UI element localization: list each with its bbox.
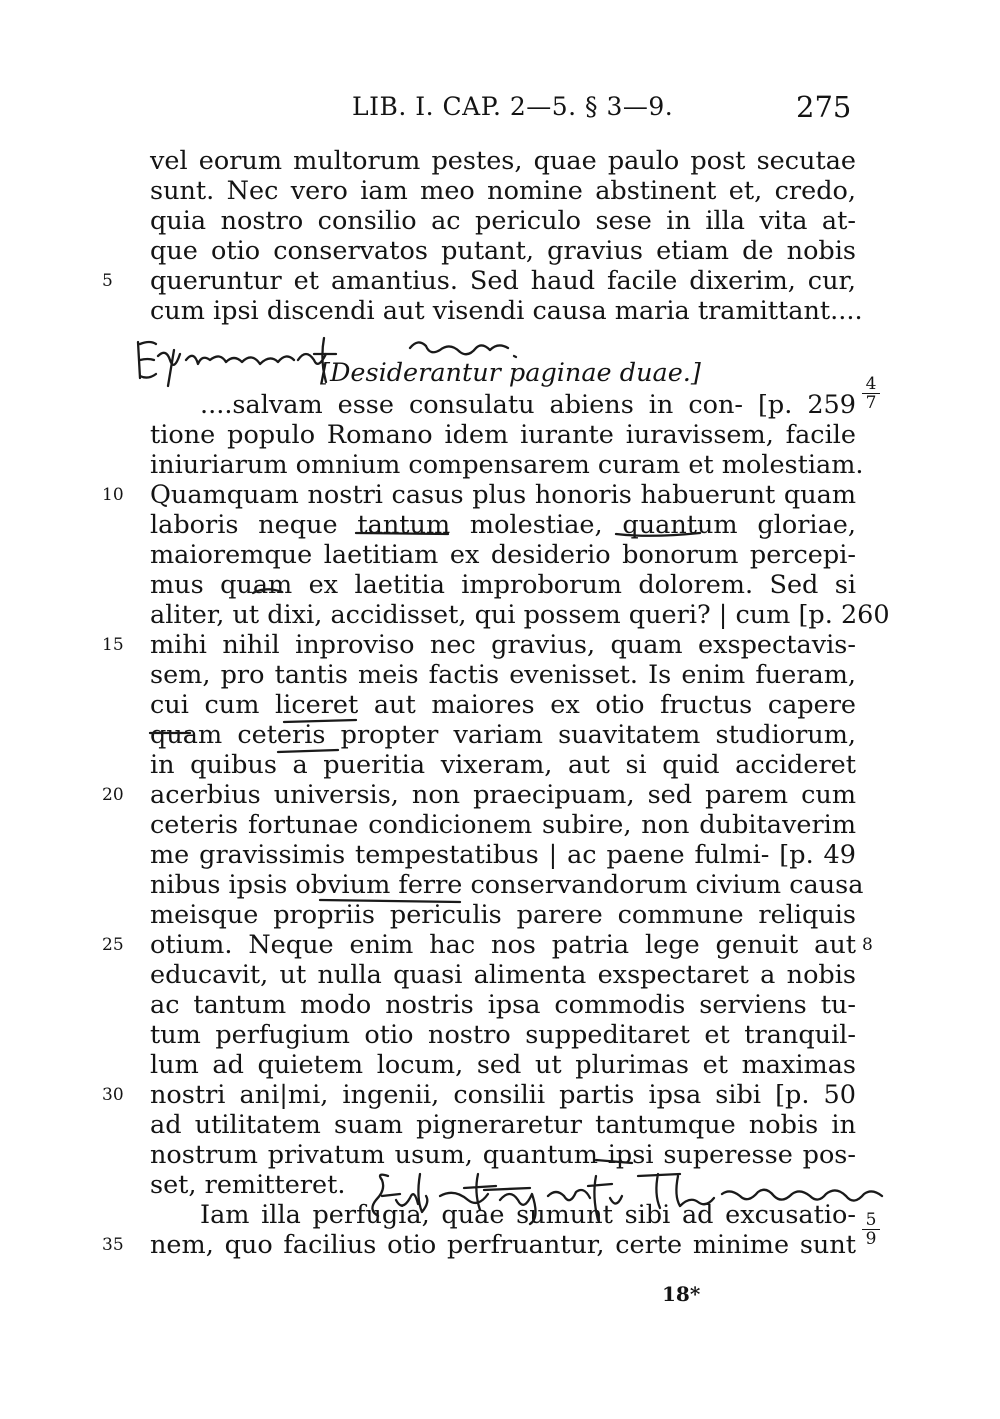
text-line-25: otium. Neque enim hac nos patria lege genuit aut <box>150 930 856 960</box>
text-line-23: nibus ipsis obvium ferre conservandorum civium causa <box>150 870 864 900</box>
margin-section-ref-8: 8 <box>862 935 873 955</box>
lacuna-note: [Desiderantur paginae duae.] <box>320 358 701 388</box>
text-line-13: mus quam ex laetitia improborum dolorem. Sed si <box>150 570 856 600</box>
text-line-14: aliter, ut dixi, accidisset, qui possem queri? | cum [p. 260 <box>150 600 890 630</box>
text-line-22: me gravissimis tempestatibus | ac paene fulmi- [p. 49 <box>150 840 856 870</box>
line-number-30: 30 <box>102 1085 124 1105</box>
text-line-34: Iam illa perfugia, quae sumunt sibi ad excusatio- <box>200 1200 856 1230</box>
line-number-25: 25 <box>102 935 124 955</box>
text-line-10: Quamquam nostri casus plus honoris habuerunt quam <box>150 480 856 510</box>
line-number-20: 20 <box>102 785 124 805</box>
text-line-33: set, remitteret. <box>150 1170 346 1200</box>
line-number-10: 10 <box>102 485 124 505</box>
text-line-15: mihi nihil inproviso nec gravius, quam exspectavis- <box>150 630 856 660</box>
text-line-26: educavit, ut nulla quasi alimenta exspectaret a nobis <box>150 960 856 990</box>
margin-ref-bottom: 7 <box>865 393 877 413</box>
text-line-31: ad utilitatem suam pigneraretur tantumque nobis in <box>150 1110 856 1140</box>
line-number-15: 15 <box>102 635 124 655</box>
running-head: LIB. I. CAP. 2—5. § 3—9. <box>352 92 674 121</box>
text-line-4: que otio conservatos putant, gravius etiam de nobis <box>150 236 856 266</box>
text-line-29: lum ad quietem locum, sed ut plurimas et maximas <box>150 1050 856 1080</box>
text-line-8: tione populo Romano idem iurante iuravissem, facile <box>150 420 856 450</box>
margin-section-ref-5-9 <box>862 1212 880 1247</box>
text-line-11: laboris neque tantum molestiae, quantum gloriae, <box>150 510 856 540</box>
text-line-19: in quibus a pueritia vixeram, aut si quid accideret <box>150 750 856 780</box>
line-number-35: 35 <box>102 1235 124 1255</box>
text-line-21: ceteris fortunae condicionem subire, non dubitaverim <box>150 810 856 840</box>
text-line-30: nostri ani|mi, ingenii, consilii partis ipsa sibi [p. 50 <box>150 1080 856 1110</box>
page-number: 275 <box>796 90 852 124</box>
text-line-20: acerbius universis, non praecipuam, sed parem cum <box>150 780 856 810</box>
margin-ref-top: 4 <box>865 374 877 394</box>
margin-ref-top: 5 <box>865 1210 877 1230</box>
margin-section-ref-4-7 <box>862 376 880 411</box>
text-line-24: meisque propriis periculis parere commune reliquis <box>150 900 856 930</box>
text-line-32: nostrum privatum usum, quantum ipsi superesse pos- <box>150 1140 856 1170</box>
printer-signature: 18* <box>662 1282 701 1306</box>
text-line-5: queruntur et amantius. Sed haud facile dixerim, cur, <box>150 266 856 296</box>
text-line-27: ac tantum modo nostris ipsa commodis serviens tu- <box>150 990 856 1020</box>
margin-ref-bottom: 9 <box>865 1229 877 1249</box>
text-line-9: iniuriarum omnium compensarem curam et molestiam. <box>150 450 864 480</box>
text-line-6: cum ipsi discendi aut visendi causa maria tramittant.... <box>150 296 863 326</box>
text-line-16: sem, pro tantis meis factis evenisset. Is enim fueram, <box>150 660 856 690</box>
text-line-3: quia nostro consilio ac periculo sese in illa vita at- <box>150 206 856 236</box>
line-number-5: 5 <box>102 271 113 291</box>
text-line-1: vel eorum multorum pestes, quae paulo post secutae <box>150 146 856 176</box>
text-line-35: nem, quo facilius otio perfruantur, certe minime sunt <box>150 1230 856 1260</box>
text-line-28: tum perfugium otio nostro suppeditaret et tranquil- <box>150 1020 856 1050</box>
text-line-18: quam ceteris propter variam suavitatem studiorum, <box>150 720 856 750</box>
text-line-2: sunt. Nec vero iam meo nomine abstinent et, credo, <box>150 176 856 206</box>
text-line-7: ....salvam esse consulatu abiens in con- [p. 259 <box>200 390 856 420</box>
text-line-12: maioremque laetitiam ex desiderio bonorum percepi- <box>150 540 856 570</box>
text-line-17: cui cum liceret aut maiores ex otio fructus capere <box>150 690 856 720</box>
